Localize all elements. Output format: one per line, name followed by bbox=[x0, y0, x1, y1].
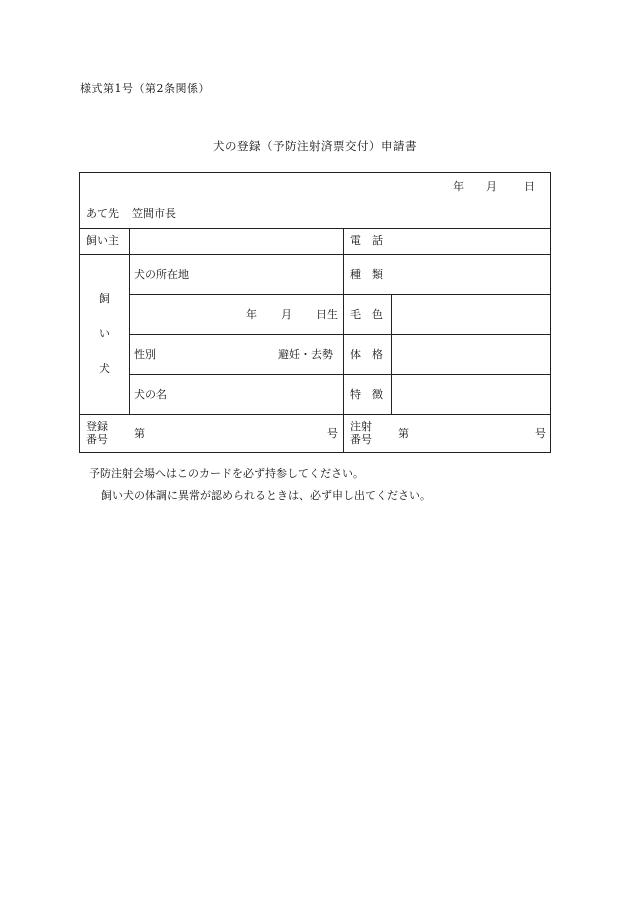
registration-number-prefix: 第 bbox=[134, 427, 145, 440]
vaccination-number-prefix: 第 bbox=[398, 427, 409, 440]
column-divider bbox=[343, 228, 344, 452]
row-divider bbox=[129, 294, 550, 295]
dog-group-label-3: 犬 bbox=[99, 362, 110, 375]
date-day-label: 日 bbox=[524, 180, 535, 193]
row-divider bbox=[129, 374, 550, 375]
features-label: 特 徴 bbox=[350, 388, 383, 401]
notes bbox=[89, 463, 431, 507]
dog-group-label-1: 飼 bbox=[99, 292, 110, 305]
note-item: 飼い犬の体調に異常が認められるときは、必ず申し出てください。 bbox=[101, 489, 431, 502]
row-divider bbox=[80, 254, 550, 255]
registration-number-label-2: 番号 bbox=[86, 433, 108, 446]
build-label: 体 格 bbox=[350, 348, 383, 361]
form-title: 犬の登録（予防注射済票交付）申請書 bbox=[213, 139, 417, 153]
column-divider bbox=[129, 228, 130, 414]
coat-color-label: 毛 色 bbox=[350, 308, 383, 321]
note-item: 予防注射会場へはこのカードを必ず持参してください。 bbox=[89, 467, 364, 480]
vaccination-number-label-1: 注射 bbox=[350, 420, 372, 433]
dog-name-label: 犬の名 bbox=[134, 388, 167, 401]
owner-field[interactable] bbox=[131, 230, 341, 252]
dog-group-label-2: い bbox=[99, 327, 110, 340]
owner-label: 飼い主 bbox=[86, 234, 119, 247]
dog-location-label: 犬の所在地 bbox=[134, 268, 189, 281]
birth-day-label: 日生 bbox=[316, 308, 338, 321]
addressee-label: あて先 bbox=[86, 207, 119, 220]
date-month-label: 月 bbox=[486, 180, 497, 193]
neuter-label: 避妊・去勢 bbox=[278, 348, 333, 361]
row-divider bbox=[129, 334, 550, 335]
form-number: 様式第1号（第2条関係） bbox=[80, 82, 210, 95]
vaccination-number-suffix: 号 bbox=[535, 427, 546, 440]
sex-label: 性別 bbox=[134, 348, 156, 361]
vaccination-number-label-2: 番号 bbox=[350, 433, 372, 446]
birth-month-label: 月 bbox=[281, 308, 292, 321]
breed-label: 種 類 bbox=[350, 268, 383, 281]
phone-field[interactable] bbox=[393, 230, 548, 252]
registration-number-label-1: 登録 bbox=[86, 420, 108, 433]
column-divider bbox=[391, 294, 392, 414]
row-divider bbox=[80, 228, 550, 229]
row-divider bbox=[80, 414, 550, 415]
application-form bbox=[79, 172, 551, 453]
addressee-name: 笠間市長 bbox=[132, 207, 176, 220]
date-year-label: 年 bbox=[453, 180, 464, 193]
phone-label: 電 話 bbox=[350, 234, 383, 247]
registration-number-suffix: 号 bbox=[327, 427, 338, 440]
birth-year-label: 年 bbox=[246, 308, 257, 321]
